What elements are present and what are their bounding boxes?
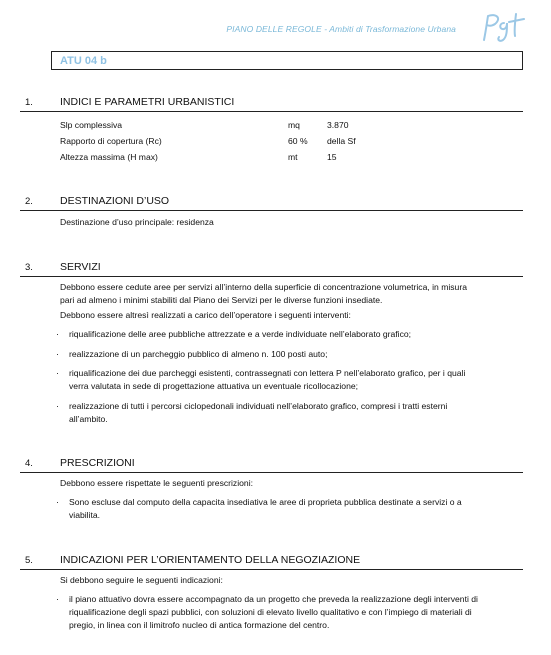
pgt-logo-icon <box>478 10 538 44</box>
bullet-dot-icon: · <box>56 349 59 359</box>
list-item-line: riqualificazione degli spazi pubblici, con soluzioni di elevato livello qualitativo e con l’impiego di materiali di <box>69 607 472 617</box>
list-item-line: viabilita. <box>69 510 101 520</box>
list-item-line: realizzazione di un parcheggio pubblico di almeno n. 100 posti auto; <box>69 349 328 359</box>
paragraph-line: Destinazione d’uso principale: residenza <box>60 217 214 227</box>
section-number: 3. <box>25 262 33 273</box>
section-title: SERVIZI <box>60 261 101 273</box>
section-4-heading <box>20 458 523 473</box>
list-item-line: riqualificazione delle aree pubbliche attrezzate e a verde individuate nell’elaborato grafico; <box>69 329 412 339</box>
section-5-heading <box>20 555 523 570</box>
section-number: 2. <box>25 196 33 207</box>
section-3-heading <box>20 262 523 277</box>
param-value: 3.870 <box>327 120 349 130</box>
param-value: 15 <box>327 152 337 162</box>
param-unit: 60 % <box>288 136 308 146</box>
paragraph-line: Debbono essere altresì realizzati a carico dell’operatore i seguenti interventi: <box>60 310 351 320</box>
header-title: PIANO DELLE REGOLE - Ambiti di Trasformazione Urbana <box>226 24 456 34</box>
section-title: DESTINAZIONI D’USO <box>60 195 170 207</box>
section-title: INDICAZIONI PER L’ORIENTAMENTO DELLA NEGOZIAZIONE <box>60 554 361 566</box>
param-label: Slp complessiva <box>60 120 123 130</box>
bullet-dot-icon: · <box>56 329 59 339</box>
section-title: PRESCRIZIONI <box>60 457 135 469</box>
param-label: Altezza massima (H max) <box>60 152 158 162</box>
bullet-dot-icon: · <box>56 497 59 507</box>
param-unit: mq <box>288 120 300 130</box>
section-number: 1. <box>25 97 33 108</box>
paragraph-line: pari ad almeno i minimi stabiliti dal Piano dei Servizi per le diverse funzioni insediate. <box>60 295 383 305</box>
list-item-line: il piano attuativo dovra essere accompagnato da un progetto che preveda la realizzazione degli interventi di <box>69 594 478 604</box>
list-item-line: riqualificazione dei due parcheggi esistenti, contrassegnati con lettera P nell’elaborato grafico, per i quali <box>69 368 466 378</box>
paragraph-line: Debbono essere rispettate le seguenti prescrizioni: <box>60 478 253 488</box>
section-1-heading <box>20 97 523 112</box>
bullet-dot-icon: · <box>56 401 59 411</box>
atu-code: ATU 04 b <box>60 55 107 67</box>
section-number: 4. <box>25 458 33 469</box>
param-label: Rapporto di copertura (Rc) <box>60 136 162 146</box>
param-value: della Sf <box>327 136 356 146</box>
bullet-dot-icon: · <box>56 594 59 604</box>
bullet-dot-icon: · <box>56 368 59 378</box>
list-item-line: pregio, in linea con il limitrofo nucleo di antica formazione del centro. <box>69 620 330 630</box>
section-number: 5. <box>25 555 33 566</box>
param-unit: mt <box>288 152 298 162</box>
section-title: INDICI E PARAMETRI URBANISTICI <box>60 96 235 108</box>
atu-code-box <box>51 51 523 70</box>
list-item-line: all’ambito. <box>69 414 108 424</box>
list-item-line: verra valutata in sede di progettazione attuativa un eventuale ricollocazione; <box>69 381 359 391</box>
paragraph-line: Debbono essere cedute aree per servizi all’interno della superficie di concentrazione volumetrica, in misura <box>60 282 467 292</box>
section-2-heading <box>20 196 523 211</box>
list-item-line: Sono escluse dal computo della capacita insediativa le aree di proprieta pubblica destinate a servizi o a <box>69 497 462 507</box>
paragraph-line: Si debbono seguire le seguenti indicazioni: <box>60 575 223 585</box>
list-item-line: realizzazione di tutti i percorsi ciclopedonali individuati nell’elaborato grafico, compresi i tratti esterni <box>69 401 448 411</box>
